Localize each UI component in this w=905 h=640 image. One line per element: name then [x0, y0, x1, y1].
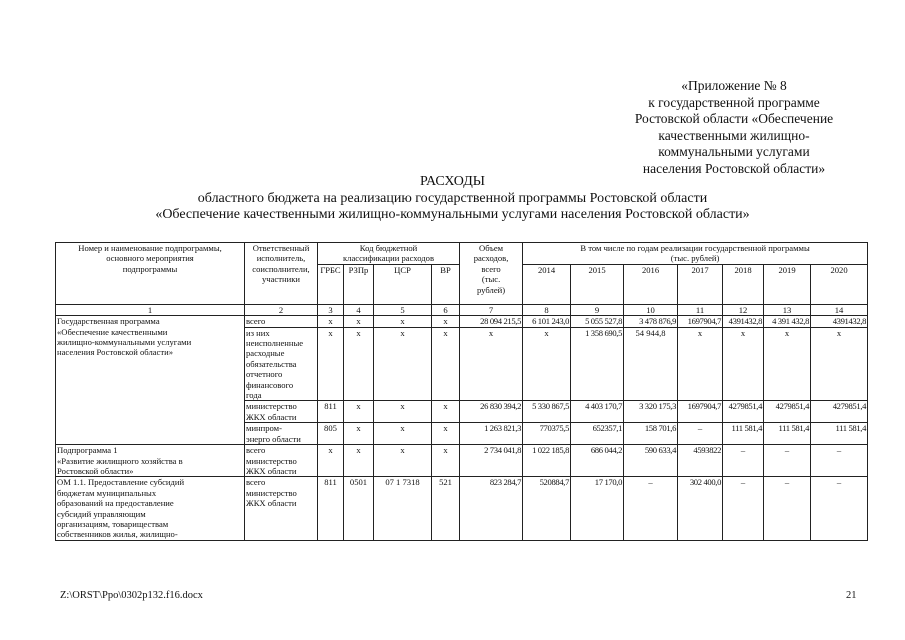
column-number: 10 — [624, 304, 678, 315]
column-number: 12 — [723, 304, 764, 315]
executor-cell: министерство ЖКХ области — [245, 401, 318, 423]
year-2014-cell: х — [523, 327, 571, 401]
executor-cell: из них неисполненные расходные обязательства отчетного финансового года — [245, 327, 318, 401]
year-2018-cell: х — [723, 327, 764, 401]
vr-cell: х — [432, 423, 460, 445]
rzpr-cell: х — [344, 316, 374, 327]
rzpr-cell: х — [344, 445, 374, 477]
program-name-cell: Государственная программа «Обеспечение качественными жилищно-коммунальными услугами населения Ростовской области» — [56, 316, 245, 445]
year-2016-cell: 158 701,6 — [624, 423, 678, 445]
year-2017-cell: х — [678, 327, 723, 401]
year-2020-cell: – — [811, 445, 868, 477]
header-year: 2020 — [811, 264, 868, 304]
year-2014-cell: 5 330 867,5 — [523, 401, 571, 423]
executor-cell: всего министерство ЖКХ области — [245, 445, 318, 477]
year-2017-cell: 1697904,7 — [678, 401, 723, 423]
year-2018-cell: – — [723, 477, 764, 540]
header-kbk-csr: ЦСР — [374, 264, 432, 304]
header-kbk-grbs: ГРБС — [318, 264, 344, 304]
rzpr-cell: х — [344, 401, 374, 423]
column-number: 14 — [811, 304, 868, 315]
grbs-cell: 811 — [318, 401, 344, 423]
year-2014-cell: 520884,7 — [523, 477, 571, 540]
column-number: 11 — [678, 304, 723, 315]
column-number: 1 — [56, 304, 245, 315]
header-year: 2018 — [723, 264, 764, 304]
column-number: 7 — [460, 304, 523, 315]
year-2015-cell: 686 044,2 — [571, 445, 624, 477]
year-2019-cell: 4279851,4 — [764, 401, 811, 423]
table-body — [56, 316, 868, 541]
year-2020-cell: 4391432,8 — [811, 316, 868, 327]
vr-cell: х — [432, 445, 460, 477]
header-kbk-rzpr: РЗПр — [344, 264, 374, 304]
header-kbk-vr: ВР — [432, 264, 460, 304]
executor-cell: всего министерство ЖКХ области — [245, 477, 318, 540]
table-row — [56, 445, 868, 477]
header-year: 2019 — [764, 264, 811, 304]
grbs-cell: х — [318, 445, 344, 477]
appendix-line: к государственной программе — [648, 94, 820, 110]
year-2015-cell: 652357,1 — [571, 423, 624, 445]
rzpr-cell: х — [344, 327, 374, 401]
table-row — [56, 477, 868, 540]
column-number: 9 — [571, 304, 624, 315]
file-path: Z:\ORST\Ppo\0302p132.f16.docx — [60, 590, 203, 601]
total-cell: 26 830 394,2 — [460, 401, 523, 423]
year-2017-cell: – — [678, 423, 723, 445]
csr-cell: х — [374, 445, 432, 477]
year-2016-cell: 3 478 876,9 — [624, 316, 678, 327]
title-heading: РАСХОДЫ — [420, 174, 485, 189]
year-2014-cell: 6 101 243,0 — [523, 316, 571, 327]
year-2016-cell: 54 944,8 — [624, 327, 678, 401]
page-number: 21 — [846, 590, 857, 601]
header-year: 2016 — [624, 264, 678, 304]
year-2020-cell: х — [811, 327, 868, 401]
year-2020-cell: – — [811, 477, 868, 540]
year-2014-cell: 1 022 185,8 — [523, 445, 571, 477]
total-cell: 2 734 041,8 — [460, 445, 523, 477]
expenses-table — [55, 242, 868, 541]
csr-cell: х — [374, 316, 432, 327]
header-year: 2017 — [678, 264, 723, 304]
year-2019-cell: 111 581,4 — [764, 423, 811, 445]
year-2015-cell: 1 358 690,5 — [571, 327, 624, 401]
year-2017-cell: 4593822 — [678, 445, 723, 477]
column-number: 5 — [374, 304, 432, 315]
column-number: 2 — [245, 304, 318, 315]
csr-cell: х — [374, 423, 432, 445]
table-header — [56, 243, 868, 316]
year-2014-cell: 770375,5 — [523, 423, 571, 445]
header-total-cell: Объем расходов, всего (тыс. рублей) — [460, 243, 523, 305]
total-cell: 1 263 821,3 — [460, 423, 523, 445]
column-number: 6 — [432, 304, 460, 315]
year-2018-cell: 4279851,4 — [723, 401, 764, 423]
header-kbk-cell: Код бюджетной классификации расходов — [318, 243, 460, 265]
subprogram-name-cell: Подпрограмма 1 «Развитие жилищного хозяйства в Ростовской области» — [56, 445, 245, 477]
grbs-cell: х — [318, 316, 344, 327]
executor-cell: минпром- энерго области — [245, 423, 318, 445]
year-2019-cell: – — [764, 445, 811, 477]
appendix-line: Ростовской области «Обеспечение — [634, 111, 834, 126]
rzpr-cell: 0501 — [344, 477, 374, 540]
year-2015-cell: 5 055 527,8 — [571, 316, 624, 327]
header-name-cell: Номер и наименование подпрограммы, основного мероприятия подпрограммы — [56, 243, 245, 305]
total-cell: 823 284,7 — [460, 477, 523, 540]
year-2020-cell: 4279851,4 — [811, 401, 868, 423]
csr-cell: х — [374, 327, 432, 401]
year-2017-cell: 302 400,0 — [678, 477, 723, 540]
appendix-line: качественными жилищно- — [658, 127, 810, 143]
csr-cell: 07 1 7318 — [374, 477, 432, 540]
year-2018-cell: – — [723, 445, 764, 477]
year-2015-cell: 17 170,0 — [571, 477, 624, 540]
year-2019-cell: 4 391 432,8 — [764, 316, 811, 327]
grbs-cell: 805 — [318, 423, 344, 445]
rzpr-cell: х — [344, 423, 374, 445]
header-executor-cell: Ответственный исполнитель, соисполнители, участники — [245, 243, 318, 305]
year-2016-cell: – — [624, 477, 678, 540]
vr-cell: х — [432, 401, 460, 423]
vr-cell: 521 — [432, 477, 460, 540]
header-year: 2015 — [571, 264, 624, 304]
year-2017-cell: 1697904,7 — [678, 316, 723, 327]
title-line-2: «Обеспечение качественными жилищно-коммунальными услугами населения Ростовской области» — [155, 207, 750, 222]
column-number: 3 — [318, 304, 344, 315]
header-year: 2014 — [523, 264, 571, 304]
csr-cell: х — [374, 401, 432, 423]
year-2020-cell: 111 581,4 — [811, 423, 868, 445]
executor-cell: всего — [245, 316, 318, 327]
appendix-line: «Приложение № 8 — [681, 78, 787, 93]
grbs-cell: 811 — [318, 477, 344, 540]
year-2019-cell: х — [764, 327, 811, 401]
year-2015-cell: 4 403 170,7 — [571, 401, 624, 423]
table-row — [56, 316, 868, 327]
grbs-cell: х — [318, 327, 344, 401]
measure-name-cell: ОМ 1.1. Предоставление субсидий бюджетам муниципальных образований на предоставление субсидий управляющим организациям, товариществам собственников жилья, жилищно- — [56, 477, 245, 540]
document-title — [0, 174, 905, 224]
appendix-line: коммунальными услугами — [658, 144, 810, 159]
year-2016-cell: 3 320 175,3 — [624, 401, 678, 423]
year-2019-cell: – — [764, 477, 811, 540]
column-number: 4 — [344, 304, 374, 315]
vr-cell: х — [432, 327, 460, 401]
title-line-1: областного бюджета на реализацию государственной программы Ростовской области — [197, 190, 708, 206]
column-number: 13 — [764, 304, 811, 315]
appendix-note — [600, 78, 868, 177]
appendix-line: населения Ростовской области» — [642, 160, 826, 176]
vr-cell: х — [432, 316, 460, 327]
total-cell: х — [460, 327, 523, 401]
header-years-title-cell: В том числе по годам реализации государственной программы (тыс. рублей) — [523, 243, 868, 265]
year-2018-cell: 111 581,4 — [723, 423, 764, 445]
year-2018-cell: 4391432,8 — [723, 316, 764, 327]
total-cell: 28 094 215,5 — [460, 316, 523, 327]
column-number: 8 — [523, 304, 571, 315]
year-2016-cell: 590 633,4 — [624, 445, 678, 477]
